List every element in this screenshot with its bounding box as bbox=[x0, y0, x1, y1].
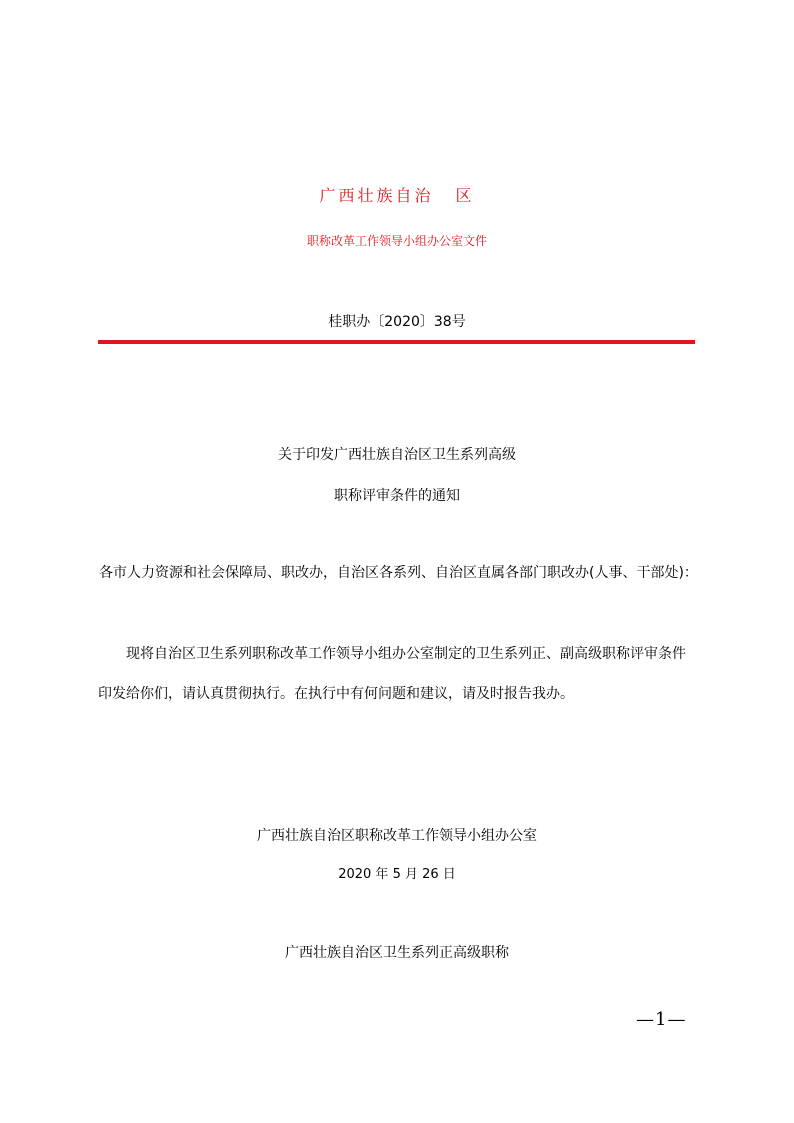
signature-organization: 广西壮族自治区职称改革工作领导小组办公室 bbox=[257, 828, 537, 844]
header-title-tail: 区 bbox=[455, 186, 475, 205]
header-title-main: 广西壮族自治 bbox=[319, 186, 434, 205]
salutation: 各市人力资源和社会保障局、职改办，自治区各系列、自治区直属各部门职改办(人事、干部处)： bbox=[99, 565, 698, 581]
document-number: 桂职办〔2020〕38号 bbox=[328, 314, 466, 330]
header-subtitle: 职称改革工作领导小组办公室文件 bbox=[306, 234, 487, 248]
attachment-title: 广西壮族自治区卫生系列正高级职称 bbox=[285, 945, 509, 961]
red-divider-line bbox=[98, 340, 695, 344]
page-number: —1— bbox=[636, 1009, 687, 1030]
signature-date: 2020 年 5 月 26 日 bbox=[338, 867, 456, 882]
body-paragraph-line-2: 印发给你们，请认真贯彻执行。在执行中有何问题和建议，请及时报告我办。 bbox=[98, 686, 574, 702]
header-title bbox=[0, 183, 794, 206]
body-paragraph-line-1: 现将自治区卫生系列职称改革工作领导小组办公室制定的卫生系列正、副高级职称评审条件 bbox=[126, 646, 686, 662]
notice-title-line-2: 职称评审条件的通知 bbox=[334, 488, 460, 504]
notice-title-line-1: 关于印发广西壮族自治区卫生系列高级 bbox=[278, 447, 516, 463]
